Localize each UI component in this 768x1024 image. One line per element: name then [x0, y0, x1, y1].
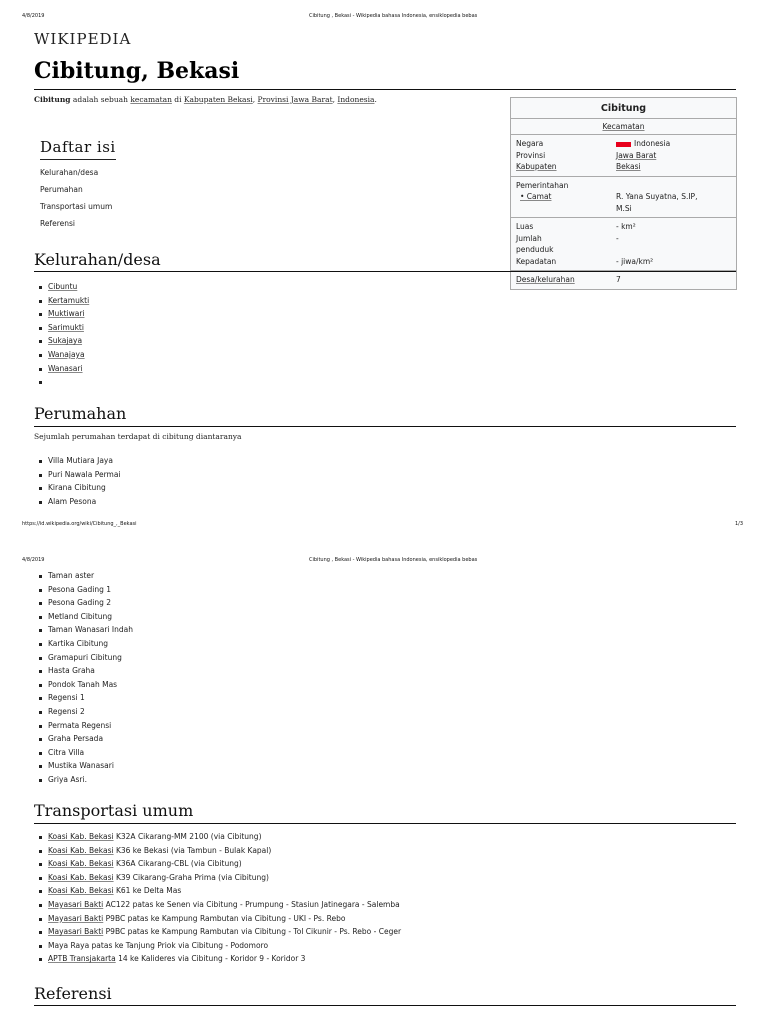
section-rule	[34, 271, 736, 272]
print-date-page2: 4/8/2019	[22, 557, 45, 563]
toc-heading: Daftar isi	[40, 138, 116, 160]
list-item: Kartika Cibitung	[34, 637, 133, 651]
list-item: Alam Pesona	[34, 495, 121, 509]
list-item: Koasi Kab. Bekasi K39 Cikarang-Graha Prima (via Cibitung)	[34, 871, 401, 885]
infobox-camat-value: R. Yana Suyatna, S.IP,	[616, 192, 698, 201]
infobox-desa-label[interactable]: Desa/kelurahan	[516, 275, 575, 284]
infobox-luas-label: Luas	[516, 222, 534, 231]
list-item: Pesona Gading 1	[34, 583, 133, 597]
transportasi-list	[34, 830, 401, 966]
title-underline	[34, 89, 736, 90]
infobox-negara-label: Negara	[516, 139, 544, 148]
perumahan-list-page1	[34, 454, 121, 508]
list-item: Pondok Tanah Mas	[34, 678, 133, 692]
list-item: Koasi Kab. Bekasi K61 ke Delta Mas	[34, 884, 401, 898]
list-item: Metland Cibitung	[34, 610, 133, 624]
list-item: Pesona Gading 2	[34, 596, 133, 610]
indonesia-flag-icon	[616, 142, 631, 147]
list-item: Sukajaya	[34, 334, 89, 348]
list-item: Mustika Wanasari	[34, 759, 133, 773]
list-item: Permata Regensi	[34, 719, 133, 733]
toc-item-referensi[interactable]: Referensi	[40, 219, 76, 228]
lead-bold-term: Cibitung	[34, 95, 71, 104]
list-item: Cibuntu	[34, 280, 89, 294]
list-item: Regensi 2	[34, 705, 133, 719]
list-item: Sarimukti	[34, 321, 89, 335]
table-of-contents	[40, 137, 116, 232]
link-provinsi-jawa-barat[interactable]: Provinsi Jawa Barat	[257, 95, 333, 104]
list-item: Wanajaya	[34, 348, 89, 362]
list-item: Hasta Graha	[34, 664, 133, 678]
list-item: Puri Nawala Permai	[34, 468, 121, 482]
list-item: Kertamukti	[34, 294, 89, 308]
list-item: Koasi Kab. Bekasi K36 ke Bekasi (via Tambun - Bulak Kapal)	[34, 844, 401, 858]
print-header-title-page2: Cibitung , Bekasi - Wikipedia bahasa Indonesia, ensiklopedia bebas	[309, 557, 478, 563]
kelurahan-list	[34, 280, 89, 375]
infobox-provinsi-value[interactable]: Jawa Barat	[616, 150, 657, 160]
list-item: Mayasari Bakti AC122 patas ke Senen via Cibitung - Prumpung - Stasiun Jatinegara - Salemba	[34, 898, 401, 912]
infobox-pemerintahan-label: Pemerintahan	[516, 180, 569, 190]
wikipedia-wordmark[interactable]: WIKIPEDIA	[34, 30, 132, 48]
infobox-jumlah-label: Jumlah	[516, 233, 542, 243]
list-item: APTB Transjakarta 14 ke Kalideres via Cibitung - Koridor 9 - Koridor 3	[34, 952, 401, 966]
page-title: Cibitung, Bekasi	[34, 58, 240, 84]
infobox-kepadatan-value: - jiwa/km²	[616, 256, 654, 266]
perumahan-intro: Sejumlah perumahan terdapat di cibitung diantaranya	[34, 432, 242, 441]
list-item: Villa Mutiara Jaya	[34, 454, 121, 468]
infobox-desa-value: 7	[616, 275, 621, 284]
link-kecamatan[interactable]: kecamatan	[130, 95, 172, 104]
link-kabupaten-bekasi[interactable]: Kabupaten Bekasi	[183, 95, 253, 104]
list-item: Koasi Kab. Bekasi K36A Cikarang-CBL (via Cibitung)	[34, 857, 401, 871]
toc-item-kelurahan[interactable]: Kelurahan/desa	[40, 168, 99, 177]
print-url: https://id.wikipedia.org/wiki/Cibitung_,_Bekasi	[22, 521, 137, 527]
list-item: Gramapuri Cibitung	[34, 651, 133, 665]
list-item: Muktiwari	[34, 307, 89, 321]
link-indonesia[interactable]: Indonesia	[337, 95, 375, 104]
infobox-luas-value: - km²	[616, 222, 636, 231]
infobox-subtitle[interactable]: Kecamatan	[602, 122, 645, 131]
section-heading-kelurahan: Kelurahan/desa	[34, 250, 161, 269]
list-item: Regensi 1	[34, 691, 133, 705]
infobox-kabupaten-label[interactable]: Kabupaten	[516, 162, 557, 171]
list-item: Mayasari Bakti P9BC patas ke Kampung Rambutan via Cibitung - UKI - Ps. Rebo	[34, 912, 401, 926]
infobox: Cibitung Kecamatan Negara Indonesia Provinsi Jawa Barat Kabupaten Bekasi Pemerintahan • Camat R. Yana Suyatna, S.IP, M.Si Luas - km² Jumlah penduduk - Kepadatan - jiwa/km² Desa/kelurahan 7	[510, 97, 737, 290]
list-item: Citra Villa	[34, 746, 133, 760]
list-item: Koasi Kab. Bekasi K32A Cikarang-MM 2100 (via Cibitung)	[34, 830, 401, 844]
list-item: Wanasari	[34, 362, 89, 376]
infobox-provinsi-label: Provinsi	[516, 150, 546, 160]
section-heading-transportasi: Transportasi umum	[34, 801, 194, 820]
print-page-number: 1/3	[735, 521, 744, 527]
perumahan-list-page2	[34, 569, 133, 787]
print-date: 4/8/2019	[22, 13, 45, 19]
infobox-kabupaten-value[interactable]: Bekasi	[616, 162, 641, 171]
section-heading-perumahan: Perumahan	[34, 404, 127, 423]
section-heading-referensi: Referensi	[34, 984, 112, 1003]
list-item: Taman aster	[34, 569, 133, 583]
print-header-title: Cibitung , Bekasi - Wikipedia bahasa Indonesia, ensiklopedia bebas	[309, 13, 478, 19]
list-item: Mayasari Bakti P9BC patas ke Kampung Rambutan via Cibitung - Tol Cikunir - Ps. Rebo - Ceger	[34, 925, 401, 939]
infobox-jumlah-value: -	[616, 233, 619, 243]
list-item: Kirana Cibitung	[34, 481, 121, 495]
list-item: Maya Raya patas ke Tanjung Priok via Cibitung - Podomoro	[34, 939, 401, 953]
toc-item-perumahan[interactable]: Perumahan	[40, 185, 83, 194]
toc-item-transportasi[interactable]: Transportasi umum	[40, 202, 113, 211]
section-rule	[34, 426, 736, 427]
list-item: Taman Wanasari Indah	[34, 623, 133, 637]
infobox-negara-value[interactable]: Indonesia	[634, 139, 671, 148]
list-item: Griya Asri.	[34, 773, 133, 787]
infobox-title: Cibitung	[600, 103, 647, 114]
list-item: Graha Persada	[34, 732, 133, 746]
infobox-kepadatan-label: Kepadatan	[516, 256, 557, 266]
section-rule	[34, 1005, 736, 1006]
section-rule	[34, 823, 736, 824]
infobox-camat-label[interactable]: • Camat	[520, 192, 552, 201]
lead-paragraph: Cibitung adalah sebuah kecamatan di Kabupaten Bekasi, Provinsi Jawa Barat, Indonesia.	[34, 95, 377, 104]
